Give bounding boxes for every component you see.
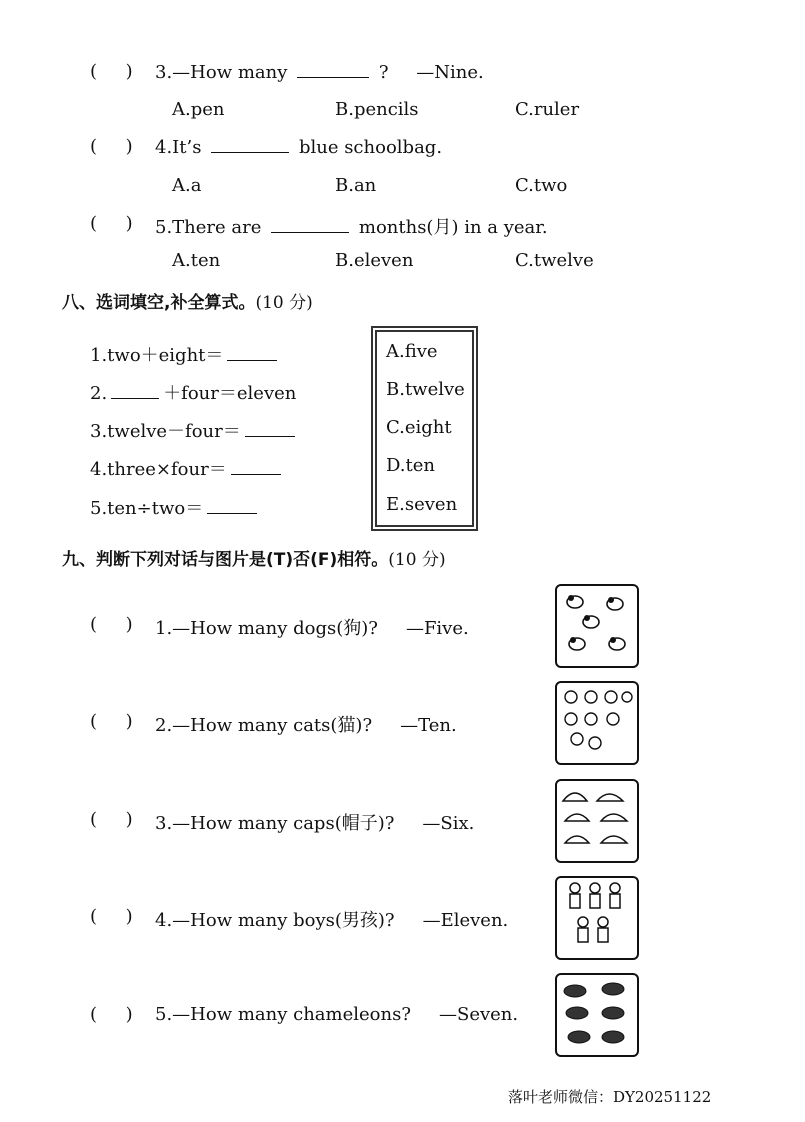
option-a: A.pen — [172, 99, 225, 120]
answer-blank[interactable] — [207, 497, 257, 514]
question-text: 4.—How many boys(男孩)? —Eleven. — [155, 910, 509, 931]
equation: 4.three×four＝ — [90, 455, 285, 481]
footer-text: 落叶老师微信：DY20251122 — [508, 1088, 712, 1106]
word-option: D.ten — [386, 455, 435, 476]
answer-blank[interactable] — [211, 136, 289, 153]
cats-icon — [555, 681, 639, 765]
answer-paren[interactable]: ( ) — [90, 136, 133, 157]
answer-blank[interactable] — [245, 420, 295, 437]
option-b: B.pencils — [335, 99, 419, 120]
option-c: C.twelve — [515, 250, 594, 271]
option-b: B.an — [335, 175, 377, 196]
equation: 2. ＋four＝eleven — [90, 383, 297, 404]
dogs-icon — [555, 584, 639, 668]
answer-paren[interactable]: ( ) — [90, 906, 133, 927]
word-option: E.seven — [386, 494, 458, 515]
equation: 5.ten÷two＝ — [90, 494, 261, 520]
answer-paren[interactable]: ( ) — [90, 61, 133, 82]
word-option: B.twelve — [386, 379, 465, 400]
answer-paren[interactable]: ( ) — [90, 809, 133, 830]
answer-paren[interactable]: ( ) — [90, 614, 133, 635]
equation: 1.two＋eight＝ — [90, 341, 281, 367]
word-option: A.five — [386, 341, 438, 362]
question-text: 3.—How many caps(帽子)? —Six. — [155, 813, 475, 834]
question-text: 5.There are months(月) in a year. — [155, 217, 548, 238]
question-text: 3.—How many ? —Nine. — [155, 62, 484, 83]
question-text: 2.—How many cats(猫)? —Ten. — [155, 715, 457, 736]
answer-blank[interactable] — [271, 216, 349, 233]
option-b: B.eleven — [335, 250, 414, 271]
answer-blank[interactable] — [231, 458, 281, 475]
answer-blank[interactable] — [111, 382, 159, 399]
section-title: 九、判断下列对话与图片是(T)否(F)相符。(10 分) — [62, 550, 446, 570]
option-a: A.ten — [172, 250, 221, 271]
chameleons-icon — [555, 973, 639, 1057]
equation: 3.twelve－four＝ — [90, 417, 299, 443]
caps-icon — [555, 779, 639, 863]
answer-blank[interactable] — [297, 61, 369, 78]
boys-icon — [555, 876, 639, 960]
answer-blank[interactable] — [227, 344, 277, 361]
question-text: 5.—How many chameleons? —Seven. — [155, 1004, 519, 1025]
question-text: 1.—How many dogs(狗)? —Five. — [155, 618, 469, 639]
answer-paren[interactable]: ( ) — [90, 711, 133, 732]
section-title: 八、选词填空,补全算式。(10 分) — [62, 293, 313, 313]
option-c: C.ruler — [515, 99, 580, 120]
answer-paren[interactable]: ( ) — [90, 213, 133, 234]
question-text: 4.It’s blue schoolbag. — [155, 137, 443, 158]
word-option: C.eight — [386, 417, 452, 438]
answer-paren[interactable]: ( ) — [90, 1004, 133, 1025]
option-c: C.two — [515, 175, 568, 196]
option-a: A.a — [172, 175, 202, 196]
